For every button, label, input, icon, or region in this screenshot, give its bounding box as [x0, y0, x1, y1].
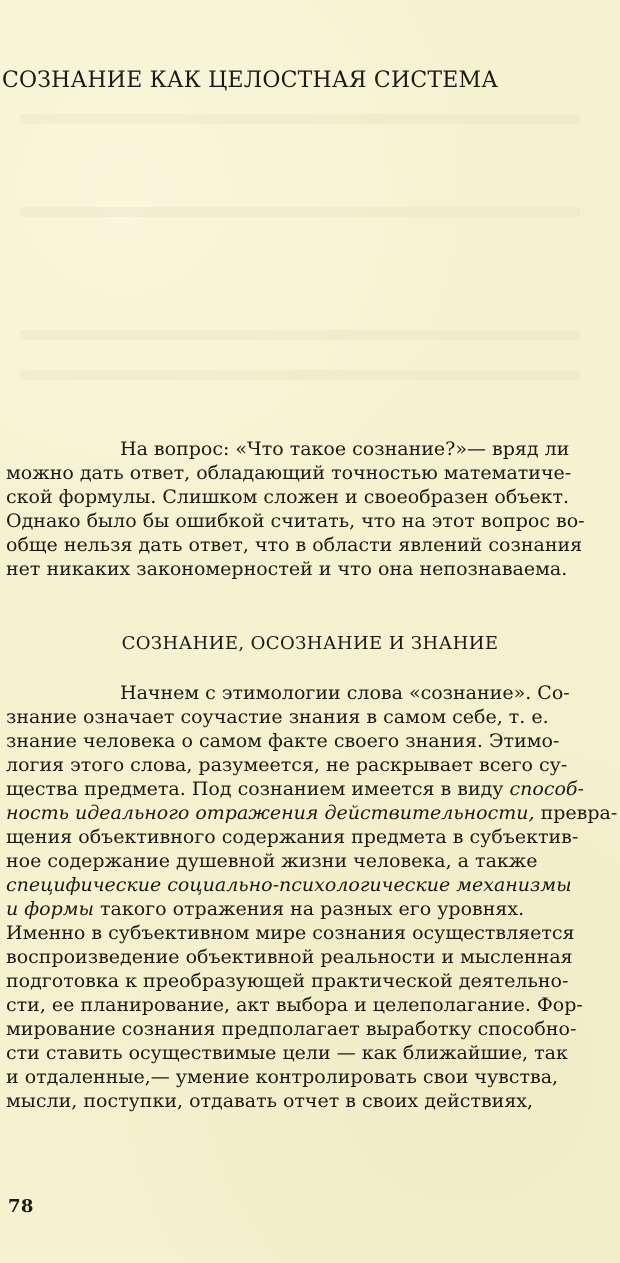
body-line-16: сти ставить осуществимые цели — как ближайшие, так [6, 1042, 568, 1064]
intro-line-5: обще нельзя дать ответ, что в области явлений сознания [6, 534, 583, 556]
bleed-through-text-4 [20, 370, 580, 380]
body-line-6: ность идеального отражения действительности, превра- [6, 802, 618, 824]
body-line-11: Именно в субъективном мире сознания осуществляется [6, 922, 575, 944]
bleed-through-text-2 [20, 207, 580, 217]
body-line-10: и формы такого отражения на разных его уровнях. [6, 898, 525, 920]
body-line-1: Начнем с этимологии слова «сознание». Со- [120, 682, 570, 704]
body-line-13: подготовка к преобразующей практической деятельно- [6, 970, 569, 992]
body-paragraph [6, 681, 616, 1113]
body-line-17: и отдаленные,— умение контролировать свои чувства, [6, 1066, 559, 1088]
bleed-through-text-1 [20, 114, 580, 124]
body-line-9: специфические социально-психологические механизмы [6, 874, 572, 896]
body-line-18: мысли, поступки, отдавать отчет в своих действиях, [6, 1090, 534, 1112]
intro-line-4: Однако было бы ошибкой считать, что на этот вопрос во- [6, 510, 585, 532]
body-line-4: логия этого слова, разумеется, не раскрывает всего су- [6, 754, 568, 776]
body-line-3: знание человека о самом факте своего знания. Этимо- [6, 730, 560, 752]
body-line-5: щества предмета. Под сознанием имеется в виду способ- [6, 778, 584, 800]
chapter-title: СОЗНАНИЕ КАК ЦЕЛОСТНАЯ СИСТЕМА [2, 68, 499, 93]
body-line-8: ное содержание душевной жизни человека, а также [6, 850, 538, 872]
intro-line-1: На вопрос: «Что такое сознание?»— вряд ли [120, 438, 570, 460]
section-heading: СОЗНАНИЕ, ОСОЗНАНИЕ И ЗНАНИЕ [121, 633, 499, 654]
intro-paragraph [6, 437, 616, 581]
intro-line-3: ской формулы. Слишком сложен и своеобразен объект. [6, 486, 570, 508]
intro-line-2: можно дать ответ, обладающий точностью математиче- [6, 462, 572, 484]
body-line-12: воспроизведение объективной реальности и мысленная [6, 946, 573, 968]
bleed-through-text-3 [20, 330, 580, 340]
page-number: 78 [8, 1196, 34, 1217]
intro-line-6: нет никаких закономерностей и что она непознаваема. [6, 558, 568, 580]
body-line-14: сти, ее планирование, акт выбора и целеполагание. Фор- [6, 994, 583, 1016]
body-line-7: щения объективного содержания предмета в субъектив- [6, 826, 579, 848]
body-line-2: знание означает соучастие знания в самом себе, т. е. [6, 706, 549, 728]
body-line-15: мирование сознания предполагает выработку способно- [6, 1018, 577, 1040]
